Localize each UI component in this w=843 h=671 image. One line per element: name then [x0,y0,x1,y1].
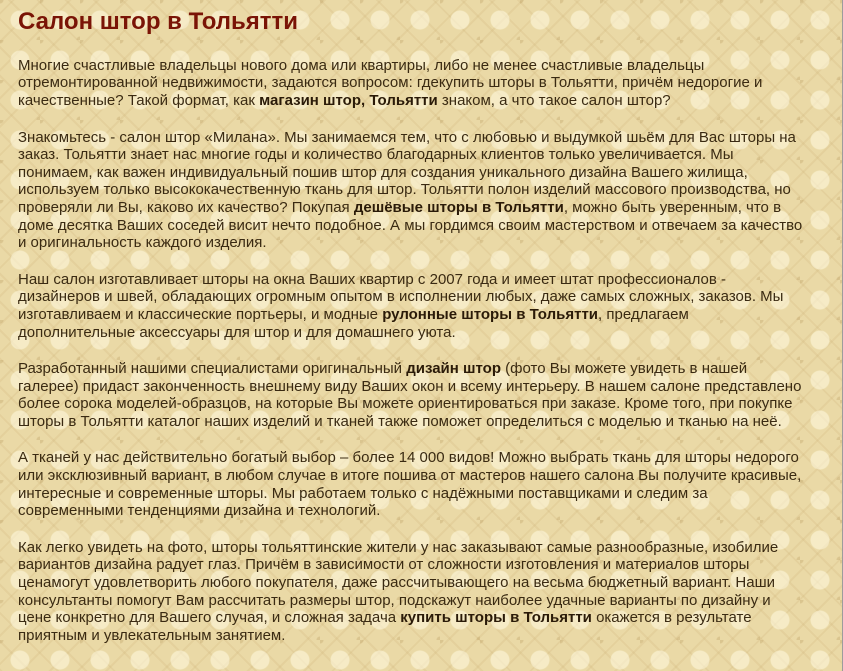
article-paragraph [18,449,807,519]
keyword-bold: магазин штор, Тольятти [259,91,438,109]
article-body [18,57,807,645]
paragraph-text: , можно быть уверенным, что в доме десятка Ваших соседей висит нечто подобное. А мы гордимся своим мастерством и отвечаем за качество и оригинальность каждого изделия. [18,198,803,252]
paragraph-text: А тканей у нас действительно богатый выбор – более 14 000 видов! Можно выбрать ткань для шторы недорого или эксклюзивный вариант, в любом случае в итоге пошива от мастеров нашего салона Вы получите красивые, интересные и современные шторы. Мы работаем только с надёжными поставщиками и следим за современными тенденциями дизайна и технологий. [18,449,802,520]
keyword-bold: дешёвые шторы в Тольятти [353,198,564,216]
paragraph-text: Наш салон изготавливает шторы на окна Ваших квартир с 2007 года и имеет штат профессионалов - дизайнеров и швей, обладающих огромным опытом в исполнении любых, даже самых сложных, заказов. Мы изготавливаем и классические портьеры, и модные [18,270,784,323]
paragraph-text: Многие счастливые владельцы нового дома или квартиры, либо не менее счастливые владельцы отремонтированной недвижимости, задаются вопросом: гдекупить шторы в Тольятти, причём недорогие и качественные? Такой формат, как [18,56,763,109]
paragraph-text: (фото Вы можете увидеть в нашей галерее) придаст законченность внешнему виду Ваших окон и всему интерьеру. В нашем салоне представлено более сорока моделей-образцов, на которые Вы можете ориентироваться при заказе. Кроме того, при покупке шторы в Тольятти каталог наших изделий и тканей также поможет определиться с моделью и тканью на неё. [18,360,802,430]
paragraph-text: Знакомьтесь - салон штор «Милана». Мы занимаемся тем, что с любовью и выдумкой шьём для Вас шторы на заказ. Тольятти знает нас многие годы и количество благодарных клиентов только увеличивается. Мы понимаем, как важен индивидуальный пошив штор для создания уникального дизайна Вашего жилища, используем только высококачественную ткань для штор. Тольятти полон изделий массового производства, но проверяли ли Вы, каково их качество? Покупая [18,128,796,216]
article-paragraph [18,129,807,252]
article-paragraph [18,360,807,430]
article-paragraph [18,57,807,110]
keyword-bold: купить шторы в Тольятти [400,609,592,627]
article-paragraph [18,539,807,645]
paragraph-text: знаком, а что такое салон штор? [437,91,671,109]
paragraph-text: Как легко увидеть на фото, шторы тольяттинские жители у нас заказывают самые разнообразные, изобилие вариантов дизайна радует глаз. Причём в зависимости от сложности изготовления и материалов шторы ценамогут удовлетворить любого покупателя, даже рассчитывающего на весьма бюджетный вариант. Наши консультанты помогут Вам рассчитать размеры штор, подскажут наиболее удачные варианты по дизайну и цене конкретно для Вашего случая, и сложная задача [18,538,779,627]
keyword-bold: дизайн штор [406,360,501,378]
keyword-bold: рулонные шторы в Тольятти [382,305,599,323]
paragraph-text: окажется в результате приятным и увлекательным занятием. [18,609,752,644]
paragraph-text: , предлагаем дополнительные аксессуары для штор и для домашнего уюта. [18,305,689,341]
article-paragraph [18,271,807,341]
paragraph-text: Разработанный нашими специалистами оригинальный [18,360,407,378]
page-title: Салон штор в Тольятти [18,8,299,35]
